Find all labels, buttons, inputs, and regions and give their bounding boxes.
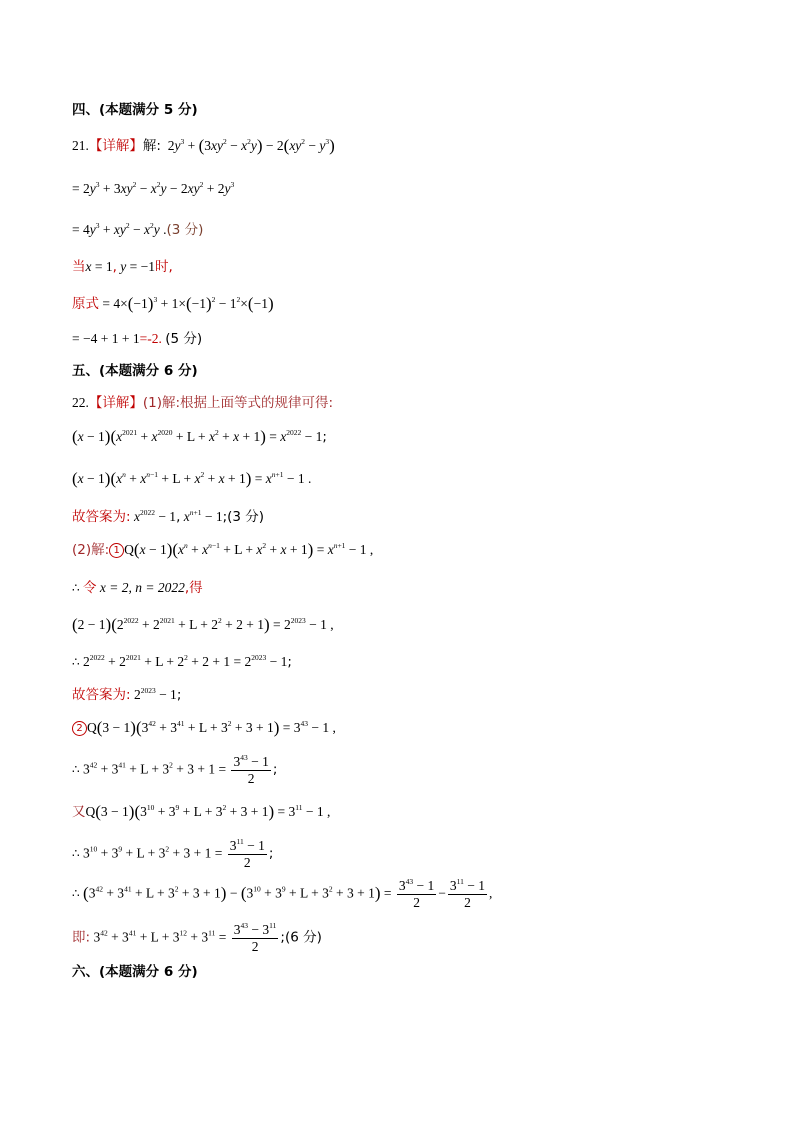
q21-when-sep: , <box>112 259 117 275</box>
q22-let-label: 令 <box>83 580 97 596</box>
fraction: $\frac{3^{43} - 1}{2}$ <box>233 753 269 786</box>
fraction: $\frac{3^{43} - 3^{11}}{2}$ <box>233 921 277 954</box>
q21-expression: $2y^3 + (3xy^2 - x^2y) - 2(xy^2 - y^3)$ <box>164 136 335 155</box>
q22-line-6: ∴ 令 x = 2, n = 2022,得 <box>72 580 203 596</box>
q22-line-3: $(x - 1)(x^n + x^{n-1} + L + x^2 + x + 1) = x^{n+1} - 1$ . <box>72 469 312 488</box>
q22-part2-label: (2)解: <box>72 542 110 558</box>
q21-line-1 <box>72 137 335 155</box>
q22-line-10: 2 $Q(3 - 1)(3^{42} + 3^{41} + L + 3^2 + 3 + 1) = 3^{43} - 1$ , <box>72 719 336 737</box>
q21-original-label: 原式 <box>72 296 99 312</box>
q22-again-label: 又 <box>72 804 86 820</box>
q22-number: 22. <box>72 395 89 410</box>
q21-line-2: = $2y^3 + 3xy^2 - x^2y - 2xy^2 + 2y^3$ <box>72 180 235 196</box>
q22-line-1 <box>72 394 333 412</box>
q22-score-3: ;(3 分) <box>222 509 265 525</box>
q22-line-5: (2)解: 1 $Q(x - 1)(x^n + x^{n-1} + L + x^2 + x + 1) = x^{n+1} - 1$ , <box>72 540 374 559</box>
q21-solve-label: 解: <box>142 138 161 154</box>
fraction: $\frac{3^{43} - 1}{2}$ <box>398 877 435 910</box>
q21-detail-tag: 【详解】 <box>88 138 143 154</box>
q21-number: 21. <box>72 138 89 153</box>
q22-part1-text: (1)解:根据上面等式的规律可得: <box>142 395 334 411</box>
fraction: $\frac{3^{11} - 1}{2}$ <box>449 877 485 910</box>
q22-detail-tag: 【详解】 <box>88 395 143 411</box>
q21-when-label: 当 <box>72 259 86 275</box>
q21-when-suffix: 时, <box>155 259 173 275</box>
q22-ji-label: 即: <box>72 929 91 946</box>
q21-line-4: 当x = 1, y = −1时, <box>72 259 173 275</box>
q22-answer-label-2: 故答案为: <box>72 687 131 703</box>
q21-result: =-2. <box>139 331 162 346</box>
q22-line-12: 又$Q(3 - 1)(3^{10} + 3^9 + L + 3^2 + 3 + 1) = 3^{11} - 1$ , <box>72 802 331 821</box>
q21-line-5: 原式 = $4\times(-1)^3 + 1\times(-1)^2 - 1^2\times(-1)$ <box>72 294 274 313</box>
q22-line-13: ∴ $3^{10} + 3^9 + L + 3^2 + 3 + 1$ = $\frac{3^{11} - 1}{2}$ ; <box>72 837 274 870</box>
circle-number-2: 2 <box>72 721 87 736</box>
q22-line-9: 故答案为: $2^{2023} - 1$; <box>72 686 182 703</box>
q22-line-11: ∴ $3^{42} + 3^{41} + L + 3^2 + 3 + 1$ = $\frac{3^{43} - 1}{2}$ ; <box>72 753 278 786</box>
q21-score-3: (3 分) <box>166 222 204 238</box>
section-6-heading: 六、(本题满分 6 分) <box>72 964 198 980</box>
section-5-heading: 五、(本题满分 6 分) <box>72 363 198 379</box>
section-4-heading: 四、(本题满分 5 分) <box>72 102 198 118</box>
q22-score-6: ;(6 分) <box>280 929 322 946</box>
q22-line-7: $(2 - 1)(2^{2022} + 2^{2021} + L + 2^2 + 2 + 1) = 2^{2023} - 1$ , <box>72 615 334 634</box>
q22-line-15: 即: $3^{42} + 3^{41} + L + 3^{12} + 3^{11}$ = $\frac{3^{43} - 3^{11}}{2}$ ;(6 分) <box>72 921 322 954</box>
q22-line-14: ∴ $(3^{42} + 3^{41} + L + 3^2 + 3 + 1) - (3^{10} + 3^9 + L + 3^2 + 3 + 1)$ = $\frac{3^{43} - 1}{2}$ − $\frac{3^{11} - 1}{2}$ , <box>72 877 493 910</box>
q22-answer-label-1: 故答案为: <box>72 509 131 525</box>
q21-score-5: (5 分) <box>165 331 203 347</box>
q21-line-3: = $4y^3 + xy^2 - x^2y$ .(3 分) <box>72 221 204 238</box>
q22-let-values: x = 2, n = 2022 <box>99 580 185 595</box>
q22-de: ,得 <box>184 580 203 596</box>
q22-line-4: 故答案为: $x^{2022} - 1$, $x^{n+1}$ − 1;(3 分) <box>72 508 265 525</box>
q22-line-8: ∴ $2^{2022} + 2^{2021} + L + 2^2 + 2 + 1 = 2^{2023} - 1$; <box>72 653 292 670</box>
q21-line-6: = −4 + 1 + 1=-2. (5 分) <box>72 331 203 347</box>
circle-number-1: 1 <box>109 543 124 558</box>
fraction: $\frac{3^{11} - 1}{2}$ <box>229 837 265 870</box>
q22-line-2: $(x - 1)(x^{2021} + x^{2020} + L + x^2 + x + 1) = x^{2022} - 1$; <box>72 427 327 446</box>
